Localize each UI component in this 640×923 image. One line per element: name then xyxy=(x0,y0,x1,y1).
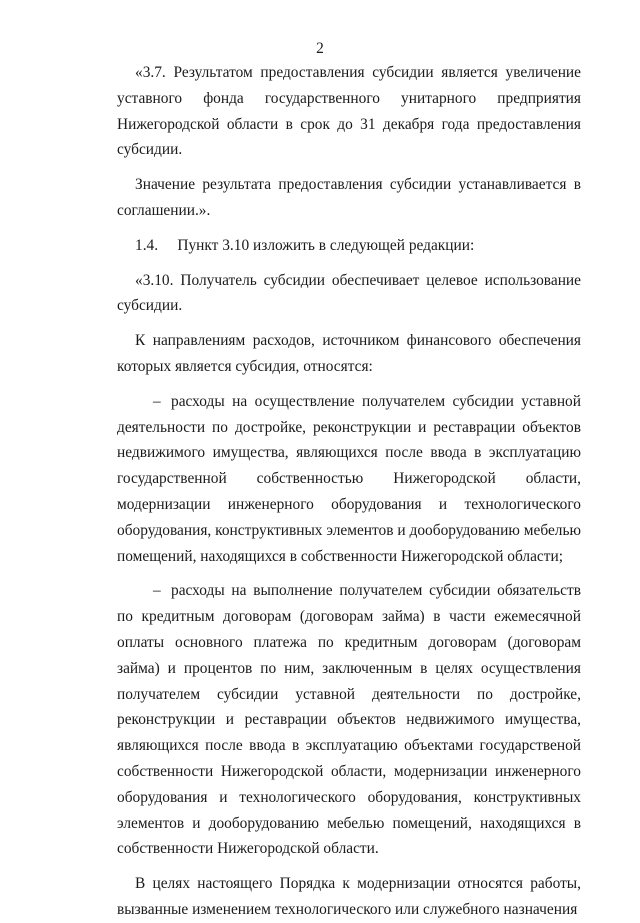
paragraph-expense-directions: К направлениям расходов, источником финансового обеспечения которых является субсидия, относятся: xyxy=(117,332,581,375)
paragraph-modernization: В целях настоящего Порядка к модернизации относятся работы, вызванные изменением технологического или служебного назначения xyxy=(117,875,581,918)
list-item xyxy=(117,389,581,570)
list-marker: – xyxy=(153,582,161,600)
list-item-text: расходы на выполнение получателем субсидии обязательств по кредитным договорам (договорам займа) в части ежемесячной оплаты основного платежа по кредитным договорам (договорам займа) и процентов по ним, заключенным в целях осуществления получателем субсидии уставной деятельности по достройке, реконструкции и реставрации объектов недвижимого имущества, являющихся после ввода в эксплуатацию объектами государственой собственности Нижегородской области, модернизации инженерного оборудования и технологического оборудования, конструктивных элементов и дооборудованию мебелью помещений, находящихся в собственности Нижегородской области. xyxy=(117,582,581,858)
list-item-text: расходы на осуществление получателем субсидии уставной деятельности по достройке, реконструкции и реставрации объектов недвижимого имущества, являющихся после ввода в эксплуатацию государственной собственностью Нижегородской области, модернизации инженерного оборудования и технологического оборудования, конструктивных элементов и дооборудованию мебелью помещений, находящихся в собственности Нижегородской области; xyxy=(117,392,581,565)
list-item xyxy=(117,578,581,862)
list-marker: – xyxy=(153,392,161,410)
paragraph-3-7-result: «3.7. Результатом предоставления субсидии является увеличение уставного фонда государственного унитарного предприятия Нижегородской области в срок до 31 декабря года предоставления субсидии. xyxy=(117,64,581,159)
document-body xyxy=(117,60,581,923)
paragraph-1-4: 1.4. Пункт 3.10 изложить в следующей редакции: xyxy=(135,236,475,254)
paragraph-result-value: Значение результата предоставления субсидии устанавливается в соглашении.». xyxy=(117,176,581,219)
paragraph-3-10: «3.10. Получатель субсидии обеспечивает целевое использование субсидии. xyxy=(117,271,581,315)
page-number: 2 xyxy=(316,40,324,57)
